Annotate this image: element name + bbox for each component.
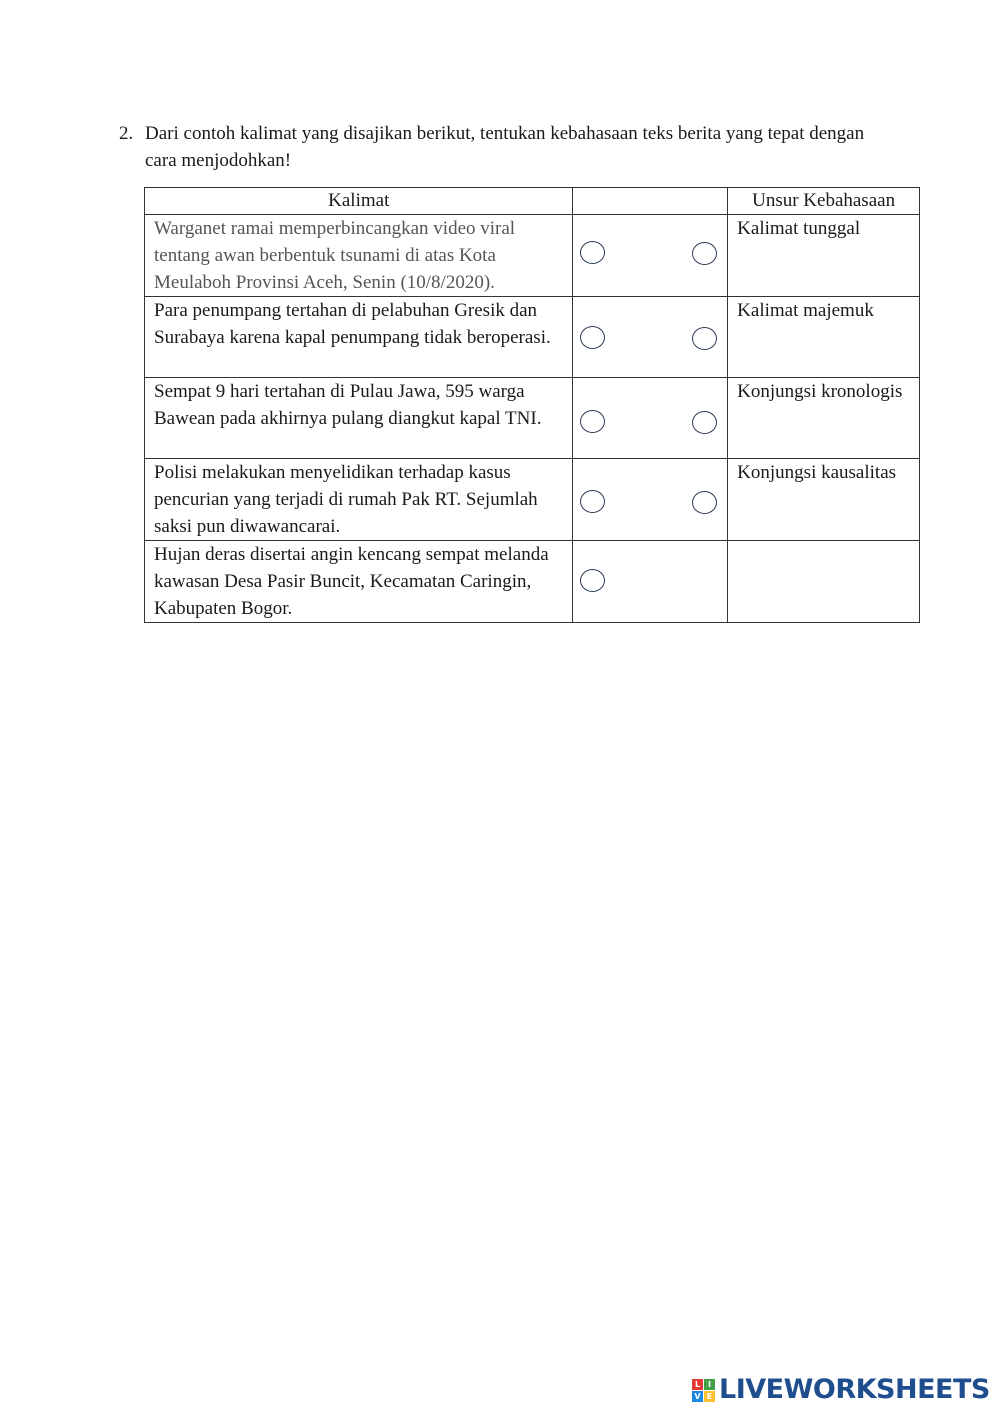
- answer-cell: Kalimat tunggal: [728, 215, 920, 297]
- sentence-cell: Polisi melakukan menyelidikan terhadap kasus pencurian yang terjadi di rumah Pak RT. Sejumlah saksi pun diwawancarai.: [145, 459, 573, 541]
- sentence-cell: Warganet ramai memperbincangkan video viral tentang awan berbentuk tsunami di atas Kota Meulaboh Provinsi Aceh, Senin (10/8/2020).: [145, 215, 573, 297]
- match-dot-left[interactable]: [580, 490, 605, 513]
- match-dots-cell: [573, 378, 728, 459]
- match-dot-right[interactable]: [692, 411, 717, 434]
- question-text: Dari contoh kalimat yang disajikan berikut, tentukan kebahasaan teks berita yang tepat dengan cara menjodohkan!: [145, 123, 865, 171]
- match-dots-cell: [573, 459, 728, 541]
- logo-letter: I: [704, 1379, 715, 1390]
- match-dots-cell: [573, 297, 728, 378]
- match-dot-left[interactable]: [580, 569, 605, 592]
- match-dots-cell: [573, 541, 728, 623]
- table-row: [145, 541, 920, 623]
- table-row: [145, 378, 920, 459]
- answer-cell: Kalimat majemuk: [728, 297, 920, 378]
- match-dot-right[interactable]: [692, 491, 717, 514]
- brand-name: LIVEWORKSHEETS: [719, 1374, 990, 1405]
- header-unsur-kebahasaan: Unsur Kebahasaan: [728, 188, 920, 215]
- header-kalimat: Kalimat: [145, 188, 573, 215]
- logo-letter: V: [692, 1391, 703, 1402]
- answer-cell: [728, 541, 920, 623]
- header-connector: [573, 188, 728, 215]
- sentence-cell: Hujan deras disertai angin kencang sempat melanda kawasan Desa Pasir Buncit, Kecamatan Caringin, Kabupaten Bogor.: [145, 541, 573, 623]
- answer-cell: Konjungsi kausalitas: [728, 459, 920, 541]
- match-dot-left[interactable]: [580, 326, 605, 349]
- match-dots-cell: [573, 215, 728, 297]
- match-dot-right[interactable]: [692, 242, 717, 265]
- table-row: [145, 215, 920, 297]
- match-dot-right[interactable]: [692, 327, 717, 350]
- question-number: 2.: [119, 123, 134, 144]
- table-row: [145, 297, 920, 378]
- match-dot-left[interactable]: [580, 241, 605, 264]
- sentence-cell: Para penumpang tertahan di pelabuhan Gresik dan Surabaya karena kapal penumpang tidak beroperasi.: [145, 297, 573, 378]
- answer-cell: Konjungsi kronologis: [728, 378, 920, 459]
- sentence-cell: Sempat 9 hari tertahan di Pulau Jawa, 595 warga Bawean pada akhirnya pulang diangkut kapal TNI.: [145, 378, 573, 459]
- table-header-row: [145, 188, 920, 215]
- liveworksheets-logo-icon: [692, 1379, 715, 1402]
- table-row: [145, 459, 920, 541]
- question: [119, 120, 879, 174]
- liveworksheets-brand: [692, 1375, 990, 1405]
- logo-letter: E: [704, 1391, 715, 1402]
- match-dot-left[interactable]: [580, 410, 605, 433]
- matching-table: [144, 187, 920, 623]
- logo-letter: L: [692, 1379, 703, 1390]
